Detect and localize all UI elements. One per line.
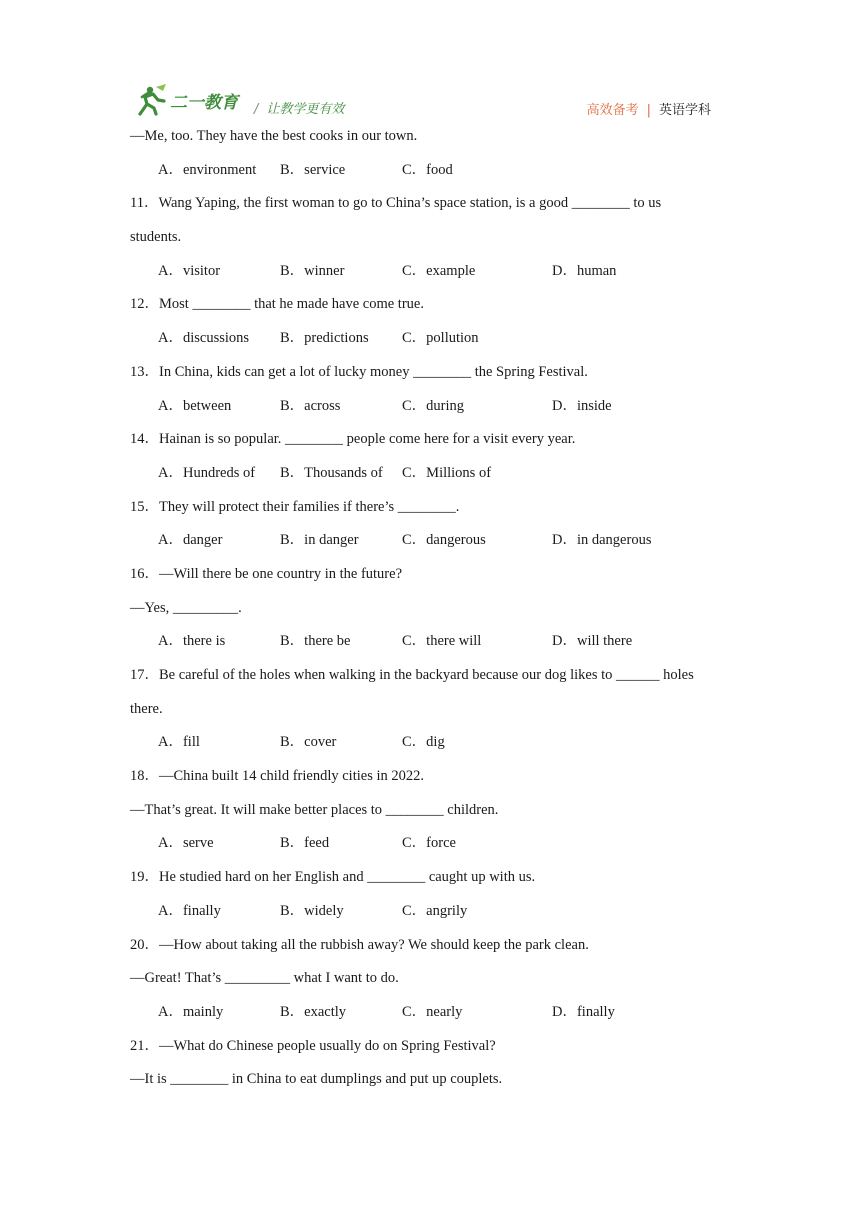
logo-text: 二一教育 <box>170 93 238 113</box>
answer-options <box>130 395 730 429</box>
answer-option: A．there is <box>158 633 226 650</box>
answer-option: C．force <box>402 835 456 852</box>
question-text-line: students. <box>130 229 182 246</box>
question-text-line: 13．In China, kids can get a lot of lucky money ________ the Spring Festival. <box>130 363 588 380</box>
question-text-line: there. <box>130 700 163 717</box>
answer-option: B．predictions <box>280 330 369 347</box>
answer-option: A．finally <box>158 902 221 919</box>
slogan-text: 让教学更有效 <box>266 102 345 117</box>
answer-options <box>130 832 730 866</box>
header-subject <box>587 99 711 118</box>
question-text-line: 11．Wang Yaping, the first woman to go to China’s space station, is a good ________ to us <box>130 195 662 212</box>
answer-option: B．Thousands of <box>280 464 383 481</box>
answer-option: C．example <box>402 262 476 279</box>
answer-option: C．angrily <box>402 902 468 919</box>
answer-option: D．inside <box>552 397 612 414</box>
answer-options <box>130 731 730 765</box>
question-text-line: —That’s great. It will make better places to ________ children. <box>130 801 499 818</box>
answer-option: D．in dangerous <box>552 532 652 549</box>
answer-option: A．mainly <box>158 1003 224 1020</box>
answer-option: D．finally <box>552 1003 615 1020</box>
answer-option: A．discussions <box>158 330 250 347</box>
answer-option: B．winner <box>280 262 345 279</box>
answer-option: C．nearly <box>402 1003 463 1020</box>
header-divider: | <box>646 103 651 118</box>
answer-option: B．across <box>280 397 341 414</box>
question-text-line: 12．Most ________ that he made have come true. <box>130 296 424 313</box>
answer-option: B．service <box>280 161 346 178</box>
question-text-line: —Great! That’s _________ what I want to do. <box>130 970 399 987</box>
slogan: / 让教学更有效 <box>254 102 345 117</box>
question-text-line: 14．Hainan is so popular. ________ people come here for a visit every year. <box>130 431 576 448</box>
question-text-line: —It is ________ in China to eat dumplings and put up couplets. <box>130 1071 503 1088</box>
answer-option: C．dig <box>402 734 445 751</box>
answer-option: B．cover <box>280 734 337 751</box>
answer-option: A．Hundreds of <box>158 464 256 481</box>
answer-option: A．serve <box>158 835 214 852</box>
answer-options <box>130 462 730 496</box>
answer-option: A．between <box>158 397 232 414</box>
answer-option: B．widely <box>280 902 344 919</box>
question-text-line: 16．—Will there be one country in the future? <box>130 565 403 582</box>
question-text-line: 19．He studied hard on her English and ________ caught up with us. <box>130 869 536 886</box>
question-text-line: 17．Be careful of the holes when walking in the backyard because our dog likes to ______ holes <box>130 667 694 683</box>
answer-option: C．dangerous <box>402 532 486 549</box>
question-text-line: 21．—What do Chinese people usually do on Spring Festival? <box>130 1037 496 1054</box>
answer-options <box>130 630 730 664</box>
answer-option: C．Millions of <box>402 464 492 481</box>
question-text-line: 15．They will protect their families if there’s ________. <box>130 498 460 515</box>
answer-option: D．human <box>552 262 617 279</box>
answer-option: B．feed <box>280 835 330 852</box>
answer-option: A．danger <box>158 532 223 549</box>
answer-option: C．during <box>402 397 465 414</box>
answer-options <box>130 327 730 361</box>
question-text-line: —Yes, _________. <box>130 599 242 616</box>
answer-option: A．visitor <box>158 262 221 279</box>
question-text-line: 18．—China built 14 child friendly cities in 2022. <box>130 768 424 785</box>
answer-option: A．fill <box>158 734 200 751</box>
question-text-line: 20．—How about taking all the rubbish away? We should keep the park clean. <box>130 936 589 953</box>
runner-icon <box>140 84 166 114</box>
page-header <box>136 84 711 120</box>
brand-logo <box>136 84 246 116</box>
answer-option: B．exactly <box>280 1003 347 1020</box>
answer-options <box>130 529 730 563</box>
question-text-line: —Me, too. They have the best cooks in our town. <box>130 128 418 144</box>
answer-option: C．there will <box>402 633 482 650</box>
answer-option: A．environment <box>158 161 257 178</box>
header-tag: 高效备考 <box>586 103 639 118</box>
answer-options <box>130 900 730 934</box>
answer-options <box>130 260 730 294</box>
answer-option: D．will there <box>552 633 633 650</box>
question-list <box>130 125 730 1102</box>
answer-options <box>130 1001 730 1035</box>
header-subject-label: 英语学科 <box>658 103 711 118</box>
answer-option: B．in danger <box>280 532 359 549</box>
answer-options <box>130 159 730 193</box>
answer-option: B．there be <box>280 633 351 650</box>
answer-option: C．food <box>402 161 453 178</box>
answer-option: C．pollution <box>402 330 479 347</box>
